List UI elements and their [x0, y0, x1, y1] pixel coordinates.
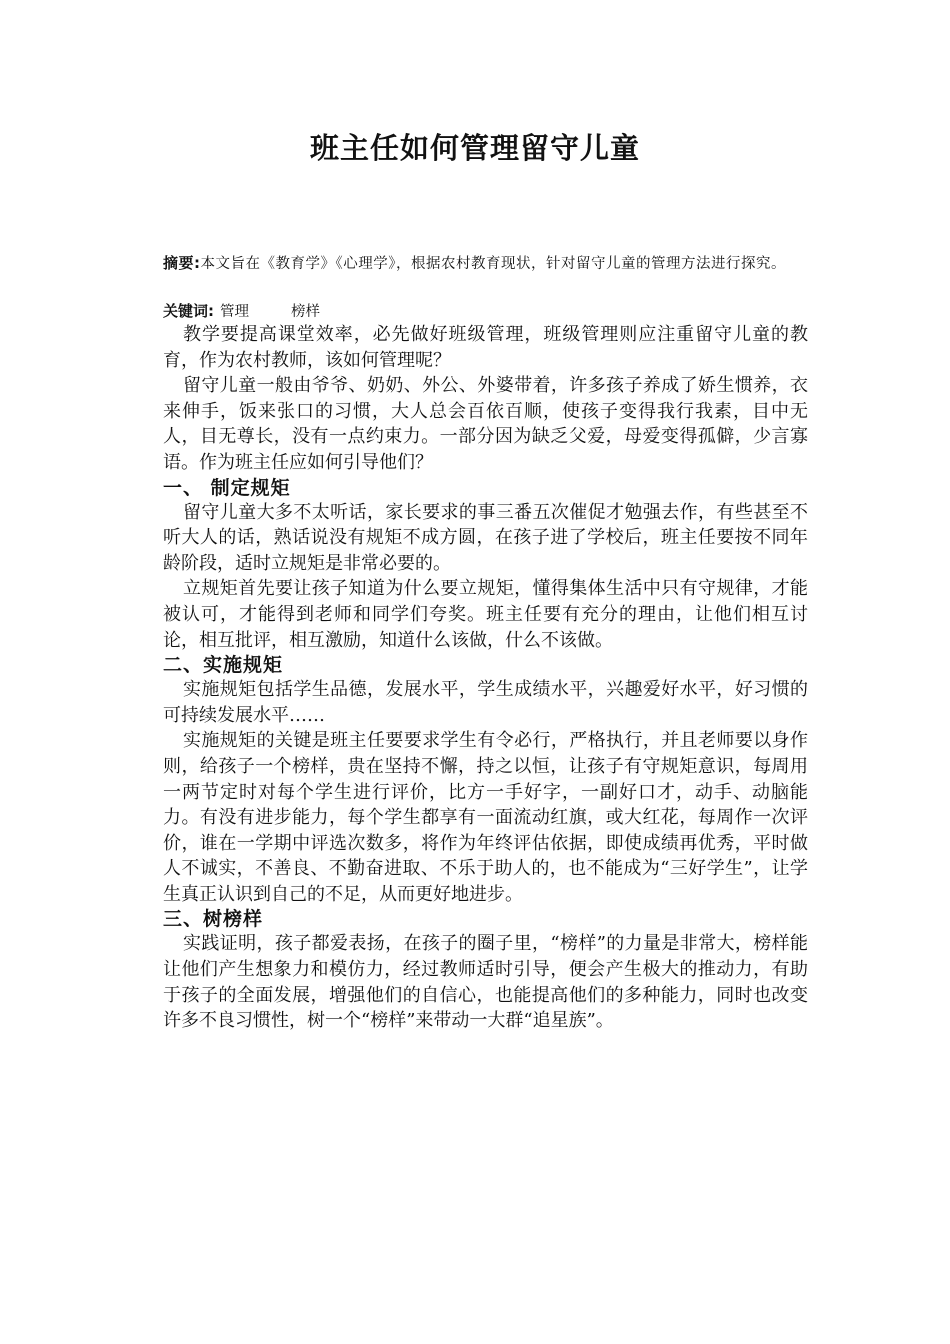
section-heading: 三、树榜样 — [163, 908, 264, 931]
abstract — [143, 252, 808, 275]
body-text — [163, 322, 808, 1034]
section-paragraph: 实践证明，孩子都爱表扬，在孩子的圈子里，“榜样”的力量是非常大，榜样能让他们产生想象力和模仿力，经过教师适时引导，便会产生极大的推动力，有助于孩子的全面发展，增强他们的自信心，也能提高他们的多种能力，同时也改变许多不良习惯性，树一个“榜样”来带动一大群“追星族”。 — [163, 933, 808, 1032]
section-paragraph: 留守儿童大多不太听话，家长要求的事三番五次催促才勉强去作，有些甚至不听大人的话，熟话说没有规矩不成方圆，在孩子进了学校后，班主任要按不同年龄阶段，适时立规矩是非常必要的。 — [163, 501, 808, 574]
abstract-label: 摘要: — [163, 254, 201, 272]
section-paragraph: 实施规矩包括学生品德，发展水平，学生成绩水平，兴趣爱好水平，好习惯的可持续发展水平…… — [163, 679, 808, 726]
keyword: 榜样 — [291, 304, 320, 320]
intro-paragraph: 留守儿童一般由爷爷、奶奶、外公、外婆带着，许多孩子养成了娇生惯养，衣来伸手，饭来张口的习惯，大人总会百依百顺，使孩子变得我行我素，目中无人，目无尊长，没有一点约束力。一部分因为缺乏父爱，母爱变得孤僻，少言寡语。作为班主任应如何引导他们？ — [163, 375, 808, 473]
section-paragraph: 实施规矩的关键是班主任要要求学生有令必行，严格执行，并且老师要以身作则，给孩子一个榜样，贵在坚持不懈，持之以恒，让孩子有守规矩意识，每周用一两节定时对每个学生进行评价，比方一手好字，一副好口才，动手、动脑能力。有没有进步能力，每个学生都享有一面流动红旗，或大红花，每周作一次评价，谁在一学期中评选次数多，将作为年终评估依据，即使成绩再优秀，平时做人不诚实，不善良、不勤奋进取、不乐于助人的，也不能成为“三好学生”，让学生真正认识到自己的不足，从而更好地进步。 — [163, 730, 808, 905]
document-title: 班主任如何管理留守儿童 — [309, 131, 640, 165]
section-heading: 一、 制定规矩 — [163, 476, 291, 499]
keywords-label: 关键词: — [163, 302, 214, 320]
abstract-text: 本文旨在《教育学》《心理学》，根据农村教育现状，针对留守儿童的管理方法进行探究。 — [200, 256, 786, 272]
keywords — [163, 300, 320, 323]
intro-paragraph: 教学要提高课堂效率，必先做好班级管理，班级管理则应注重留守儿童的教育，作为农村教师，该如何管理呢？ — [163, 324, 808, 371]
section-heading: 二、实施规矩 — [163, 654, 284, 677]
keyword: 管理 — [220, 304, 249, 320]
section-paragraph: 立规矩首先要让孩子知道为什么要立规矩，懂得集体生活中只有守规律，才能被认可，才能得到老师和同学们夸奖。班主任要有充分的理由，让他们相互讨论，相互批评，相互激励，知道什么该做，什么不该做。 — [163, 578, 808, 651]
